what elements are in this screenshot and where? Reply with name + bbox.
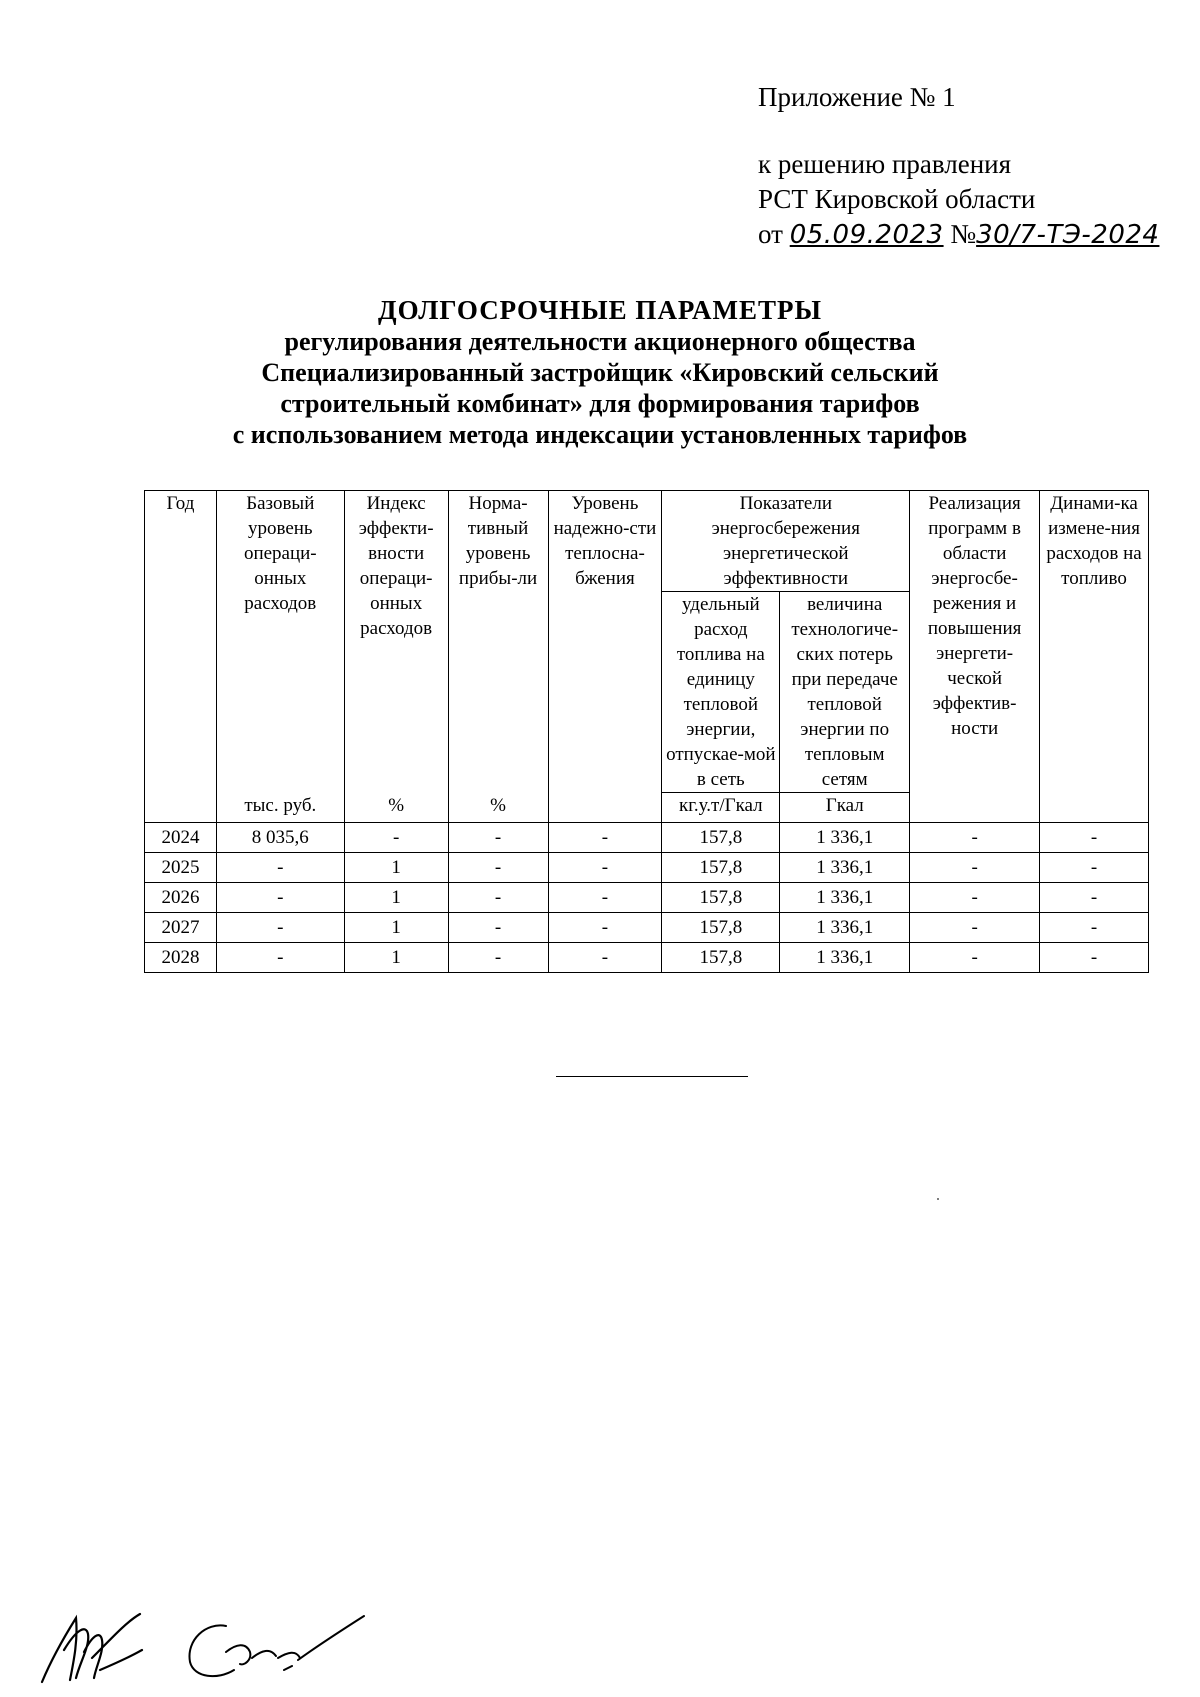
decision-line-1: к решению правления [758,149,1012,179]
decision-number: 30/7-ТЭ-2024 [976,220,1160,250]
cell-reliability: - [548,883,662,913]
decision-line-2: РСТ Кировской области [758,184,1036,214]
cell-fuel-dynamics: - [1040,913,1149,943]
table-row [145,943,1149,973]
cell-fuel-dynamics: - [1040,823,1149,853]
number-prefix: № [950,219,977,249]
cell-programs: - [910,823,1040,853]
title-line-4: с использованием метода индексации установленных тарифов [232,420,968,449]
header-base-opex: Базовый уровень операци-онных расходов [216,491,344,793]
cell-efficiency-index: 1 [344,913,448,943]
cell-base-opex: - [216,853,344,883]
header-fuel-rate: удельный расход топлива на единицу тепловой энергии, отпускае-мой в сеть [662,592,780,793]
header-losses: величина технологиче-ских потерь при передаче тепловой энергии по тепловым сетям [780,592,910,793]
cell-reliability: - [548,913,662,943]
cell-fuel-rate: 157,8 [662,823,780,853]
cell-profit-level: - [448,943,548,973]
cell-losses: 1 336,1 [780,823,910,853]
document-title [130,295,1070,450]
header-row [145,491,1149,592]
cell-base-opex: - [216,943,344,973]
cell-fuel-dynamics: - [1040,883,1149,913]
cell-reliability: - [548,823,662,853]
cell-fuel-rate: 157,8 [662,943,780,973]
cell-profit-level: - [448,853,548,883]
cell-efficiency-index: 1 [344,853,448,883]
parameters-table [144,490,1149,973]
header-programs: Реализация программ в области энергосбе-режения и повышения энергети-ческой эффектив-ности [910,491,1040,823]
end-divider [556,1076,748,1077]
cell-base-opex: 8 035,6 [216,823,344,853]
decision-date-line [758,217,1159,253]
title-line-1: регулирования деятельности акционерного общества [284,327,916,356]
cell-profit-level: - [448,913,548,943]
header-reliability: Уровень надежно-сти теплосна-бжения [548,491,662,823]
title-main: ДОЛГОСРОЧНЫЕ ПАРАМЕТРЫ [378,295,822,325]
cell-losses: 1 336,1 [780,913,910,943]
cell-year: 2024 [145,823,217,853]
table-row [145,823,1149,853]
cell-efficiency-index: 1 [344,943,448,973]
appendix-number: Приложение № 1 [758,82,956,112]
cell-fuel-dynamics: - [1040,853,1149,883]
cell-fuel-rate: 157,8 [662,883,780,913]
cell-reliability: - [548,943,662,973]
appendix-block [758,80,1159,253]
cell-year: 2028 [145,943,217,973]
table-row [145,853,1149,883]
unit-fuel-rate: кг.у.т/Гкал [662,793,780,823]
unit-base-opex: тыс. руб. [216,793,344,823]
cell-base-opex: - [216,913,344,943]
cell-losses: 1 336,1 [780,853,910,883]
cell-losses: 1 336,1 [780,883,910,913]
cell-programs: - [910,913,1040,943]
cell-reliability: - [548,853,662,883]
table-row [145,913,1149,943]
cell-fuel-rate: 157,8 [662,853,780,883]
cell-programs: - [910,853,1040,883]
scan-speck [937,1198,939,1200]
title-line-2: Специализированный застройщик «Кировский сельский [261,358,939,387]
cell-fuel-rate: 157,8 [662,913,780,943]
header-profit-level: Норма-тивный уровень прибы-ли [448,491,548,793]
header-efficiency-index: Индекс эффекти-вности операци-онных расходов [344,491,448,793]
header-energy-group: Показатели энергосбережения энергетической эффективности [662,491,910,592]
cell-base-opex: - [216,883,344,913]
cell-losses: 1 336,1 [780,943,910,973]
cell-year: 2026 [145,883,217,913]
cell-year: 2027 [145,913,217,943]
cell-efficiency-index: - [344,823,448,853]
unit-losses: Гкал [780,793,910,823]
signature-icon [30,1600,390,1690]
date-prefix: от [758,219,783,249]
header-fuel-dynamics: Динами-ка измене-ния расходов на топливо [1040,491,1149,823]
cell-programs: - [910,883,1040,913]
cell-year: 2025 [145,853,217,883]
unit-efficiency-index: % [344,793,448,823]
cell-efficiency-index: 1 [344,883,448,913]
cell-programs: - [910,943,1040,973]
cell-profit-level: - [448,823,548,853]
cell-profit-level: - [448,883,548,913]
decision-date: 05.09.2023 [789,220,944,250]
unit-profit-level: % [448,793,548,823]
cell-fuel-dynamics: - [1040,943,1149,973]
title-line-3: строительный комбинат» для формирования тарифов [280,389,920,418]
table-row [145,883,1149,913]
header-year: Год [145,491,217,823]
